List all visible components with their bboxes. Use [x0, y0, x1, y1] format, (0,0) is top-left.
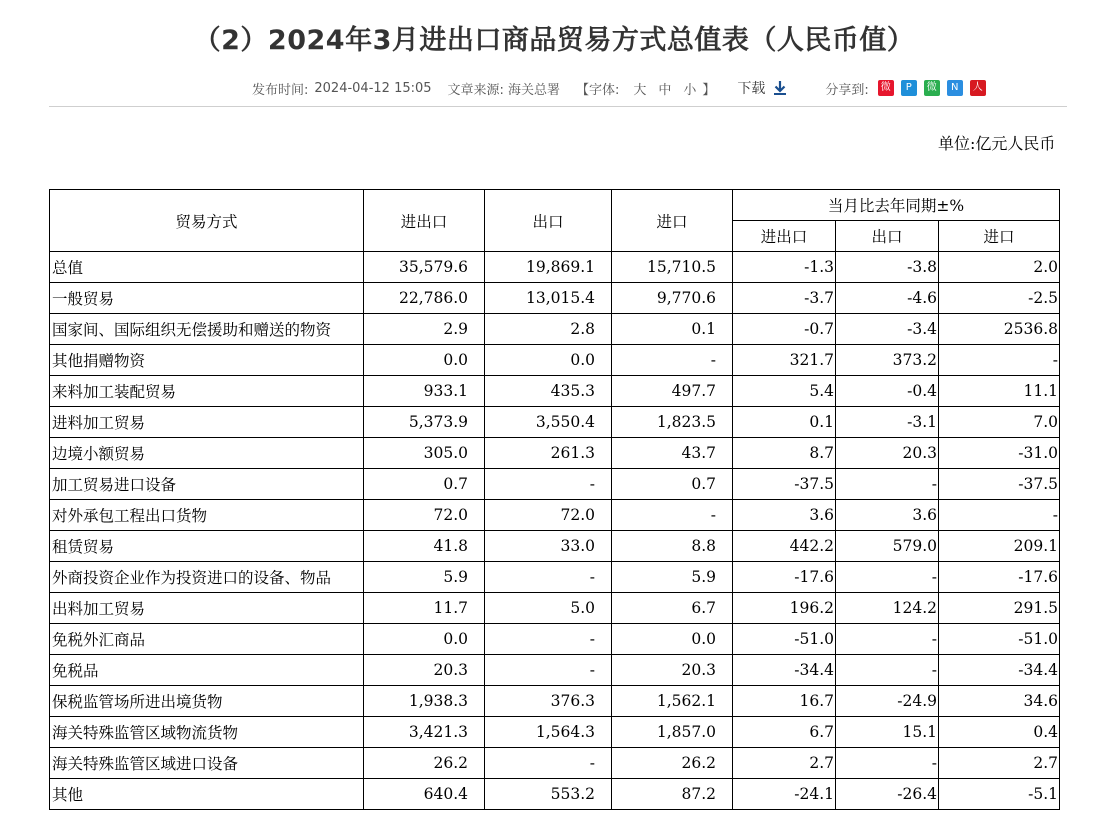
- row-trade-mode: 保税监管场所进出境货物: [50, 686, 364, 717]
- row-yoy-export: -3.8: [836, 252, 939, 283]
- row-export: 376.3: [485, 686, 612, 717]
- font-size-close: 】: [702, 82, 716, 98]
- header-export: 出口: [485, 190, 612, 252]
- table-row: [50, 252, 1060, 283]
- row-trade-mode: 海关特殊监管区域进口设备: [50, 748, 364, 779]
- row-yoy-export: -4.6: [836, 283, 939, 314]
- row-yoy-total: 0.1: [733, 407, 836, 438]
- row-yoy-export: 3.6: [836, 500, 939, 531]
- row-total: 305.0: [364, 438, 485, 469]
- row-total: 72.0: [364, 500, 485, 531]
- row-total: 41.8: [364, 531, 485, 562]
- row-export: 5.0: [485, 593, 612, 624]
- row-yoy-total: 3.6: [733, 500, 836, 531]
- row-yoy-import: -17.6: [939, 562, 1060, 593]
- row-export: -: [485, 624, 612, 655]
- row-import: -: [612, 500, 733, 531]
- row-yoy-export: -0.4: [836, 376, 939, 407]
- source-label: 文章来源:: [447, 82, 504, 98]
- row-import: 9,770.6: [612, 283, 733, 314]
- row-import: 15,710.5: [612, 252, 733, 283]
- row-total: 0.7: [364, 469, 485, 500]
- table-row: [50, 345, 1060, 376]
- row-import: 8.8: [612, 531, 733, 562]
- row-yoy-total: -51.0: [733, 624, 836, 655]
- row-total: 1,938.3: [364, 686, 485, 717]
- row-yoy-import: 291.5: [939, 593, 1060, 624]
- row-import: 1,823.5: [612, 407, 733, 438]
- row-yoy-import: 2.0: [939, 252, 1060, 283]
- row-trade-mode: 总值: [50, 252, 364, 283]
- row-import: 26.2: [612, 748, 733, 779]
- row-yoy-export: 579.0: [836, 531, 939, 562]
- table-row: [50, 407, 1060, 438]
- renmin-icon[interactable]: 人: [970, 80, 986, 96]
- row-yoy-export: -: [836, 624, 939, 655]
- row-yoy-export: -: [836, 469, 939, 500]
- row-total: 5.9: [364, 562, 485, 593]
- row-yoy-total: 8.7: [733, 438, 836, 469]
- row-export: 261.3: [485, 438, 612, 469]
- row-total: 26.2: [364, 748, 485, 779]
- table-row: [50, 779, 1060, 810]
- row-export: 0.0: [485, 345, 612, 376]
- row-yoy-export: -3.4: [836, 314, 939, 345]
- table-row: [50, 314, 1060, 345]
- row-total: 0.0: [364, 345, 485, 376]
- row-yoy-import: -34.4: [939, 655, 1060, 686]
- row-import: 1,857.0: [612, 717, 733, 748]
- source-value: 海关总署: [507, 82, 560, 98]
- row-yoy-import: -: [939, 345, 1060, 376]
- row-yoy-export: 124.2: [836, 593, 939, 624]
- row-trade-mode: 其他: [50, 779, 364, 810]
- row-total: 11.7: [364, 593, 485, 624]
- row-export: 19,869.1: [485, 252, 612, 283]
- row-total: 933.1: [364, 376, 485, 407]
- row-yoy-import: 0.4: [939, 717, 1060, 748]
- row-yoy-import: 209.1: [939, 531, 1060, 562]
- header-yoy-import: 进口: [939, 221, 1060, 252]
- row-yoy-export: -: [836, 748, 939, 779]
- row-yoy-import: -5.1: [939, 779, 1060, 810]
- table-row: [50, 438, 1060, 469]
- share-icons: [871, 80, 986, 96]
- font-size-open: 【字体:: [575, 82, 620, 98]
- row-export: 13,015.4: [485, 283, 612, 314]
- row-trade-mode: 出料加工贸易: [50, 593, 364, 624]
- row-yoy-export: 15.1: [836, 717, 939, 748]
- row-yoy-import: 7.0: [939, 407, 1060, 438]
- row-yoy-total: -3.7: [733, 283, 836, 314]
- row-yoy-export: -3.1: [836, 407, 939, 438]
- row-yoy-export: -: [836, 562, 939, 593]
- table-row: [50, 469, 1060, 500]
- row-export: 435.3: [485, 376, 612, 407]
- download-button[interactable]: [737, 78, 787, 98]
- table-row: [50, 717, 1060, 748]
- row-import: 20.3: [612, 655, 733, 686]
- row-yoy-import: -31.0: [939, 438, 1060, 469]
- row-yoy-export: -: [836, 655, 939, 686]
- row-import: 43.7: [612, 438, 733, 469]
- n-icon[interactable]: N: [947, 80, 963, 96]
- row-trade-mode: 国家间、国际组织无偿援助和赠送的物资: [50, 314, 364, 345]
- weibo-icon[interactable]: 微: [878, 80, 894, 96]
- row-yoy-import: -37.5: [939, 469, 1060, 500]
- row-import: 5.9: [612, 562, 733, 593]
- row-trade-mode: 免税品: [50, 655, 364, 686]
- row-import: -: [612, 345, 733, 376]
- row-import: 1,562.1: [612, 686, 733, 717]
- row-import: 0.1: [612, 314, 733, 345]
- wechat-icon[interactable]: 微: [924, 80, 940, 96]
- row-yoy-import: 2.7: [939, 748, 1060, 779]
- row-import: 6.7: [612, 593, 733, 624]
- row-total: 5,373.9: [364, 407, 485, 438]
- row-yoy-import: -2.5: [939, 283, 1060, 314]
- header-total: 进出口: [364, 190, 485, 252]
- row-yoy-total: -0.7: [733, 314, 836, 345]
- row-trade-mode: 边境小额贸易: [50, 438, 364, 469]
- row-export: 1,564.3: [485, 717, 612, 748]
- row-yoy-total: 196.2: [733, 593, 836, 624]
- table-row: [50, 686, 1060, 717]
- qzone-icon[interactable]: P: [901, 80, 917, 96]
- row-import: 0.0: [612, 624, 733, 655]
- row-yoy-total: -34.4: [733, 655, 836, 686]
- row-yoy-import: 34.6: [939, 686, 1060, 717]
- table-row: [50, 283, 1060, 314]
- header-yoy-total: 进出口: [733, 221, 836, 252]
- row-trade-mode: 对外承包工程出口货物: [50, 500, 364, 531]
- table-row: [50, 531, 1060, 562]
- row-total: 3,421.3: [364, 717, 485, 748]
- article-meta-bar: [252, 78, 986, 98]
- row-total: 2.9: [364, 314, 485, 345]
- font-size-large-button[interactable]: 大: [633, 82, 647, 98]
- row-yoy-total: -17.6: [733, 562, 836, 593]
- row-yoy-total: -24.1: [733, 779, 836, 810]
- row-yoy-import: -51.0: [939, 624, 1060, 655]
- header-trade-mode: 贸易方式: [50, 190, 364, 252]
- table-row: [50, 376, 1060, 407]
- row-import: 87.2: [612, 779, 733, 810]
- row-trade-mode: 租赁贸易: [50, 531, 364, 562]
- row-trade-mode: 海关特殊监管区域物流货物: [50, 717, 364, 748]
- page-title: （2）2024年3月进出口商品贸易方式总值表（人民币值）: [193, 25, 915, 56]
- row-total: 22,786.0: [364, 283, 485, 314]
- row-yoy-import: 2536.8: [939, 314, 1060, 345]
- row-yoy-import: 11.1: [939, 376, 1060, 407]
- row-export: 2.8: [485, 314, 612, 345]
- row-yoy-total: 442.2: [733, 531, 836, 562]
- table-row: [50, 562, 1060, 593]
- row-trade-mode: 其他捐赠物资: [50, 345, 364, 376]
- unit-label: 单位:亿元人民币: [938, 134, 1056, 153]
- row-trade-mode: 加工贸易进口设备: [50, 469, 364, 500]
- download-icon: [773, 80, 787, 96]
- row-yoy-total: 16.7: [733, 686, 836, 717]
- table-row: [50, 748, 1060, 779]
- row-export: 33.0: [485, 531, 612, 562]
- row-export: -: [485, 469, 612, 500]
- row-import: 0.7: [612, 469, 733, 500]
- table-row: [50, 593, 1060, 624]
- row-export: 72.0: [485, 500, 612, 531]
- font-size-medium-button[interactable]: 中: [658, 82, 672, 98]
- row-trade-mode: 外商投资企业作为投资进口的设备、物品: [50, 562, 364, 593]
- table-row: [50, 624, 1060, 655]
- row-total: 640.4: [364, 779, 485, 810]
- publish-time-label: 发布时间:: [252, 82, 309, 98]
- row-export: -: [485, 562, 612, 593]
- row-yoy-total: -37.5: [733, 469, 836, 500]
- row-export: -: [485, 748, 612, 779]
- header-yoy-group: 当月比去年同期±%: [733, 190, 1060, 221]
- row-total: 0.0: [364, 624, 485, 655]
- row-trade-mode: 免税外汇商品: [50, 624, 364, 655]
- row-yoy-total: 5.4: [733, 376, 836, 407]
- row-import: 497.7: [612, 376, 733, 407]
- row-export: 3,550.4: [485, 407, 612, 438]
- download-label: 下载: [737, 81, 766, 97]
- share-label: 分享到:: [825, 82, 869, 98]
- row-trade-mode: 一般贸易: [50, 283, 364, 314]
- header-import: 进口: [612, 190, 733, 252]
- header-divider: [49, 106, 1067, 107]
- row-total: 35,579.6: [364, 252, 485, 283]
- row-yoy-total: 6.7: [733, 717, 836, 748]
- row-yoy-total: 2.7: [733, 748, 836, 779]
- row-yoy-export: -26.4: [836, 779, 939, 810]
- row-export: 553.2: [485, 779, 612, 810]
- trade-mode-table: [49, 189, 1060, 810]
- row-yoy-total: -1.3: [733, 252, 836, 283]
- row-yoy-import: -: [939, 500, 1060, 531]
- row-yoy-export: 373.2: [836, 345, 939, 376]
- row-trade-mode: 进料加工贸易: [50, 407, 364, 438]
- row-yoy-total: 321.7: [733, 345, 836, 376]
- header-yoy-export: 出口: [836, 221, 939, 252]
- table-row: [50, 500, 1060, 531]
- publish-time: 2024-04-12 15:05: [314, 80, 432, 96]
- row-yoy-export: 20.3: [836, 438, 939, 469]
- table-row: [50, 655, 1060, 686]
- font-size-small-button[interactable]: 小: [683, 82, 697, 98]
- row-trade-mode: 来料加工装配贸易: [50, 376, 364, 407]
- row-export: -: [485, 655, 612, 686]
- row-total: 20.3: [364, 655, 485, 686]
- row-yoy-export: -24.9: [836, 686, 939, 717]
